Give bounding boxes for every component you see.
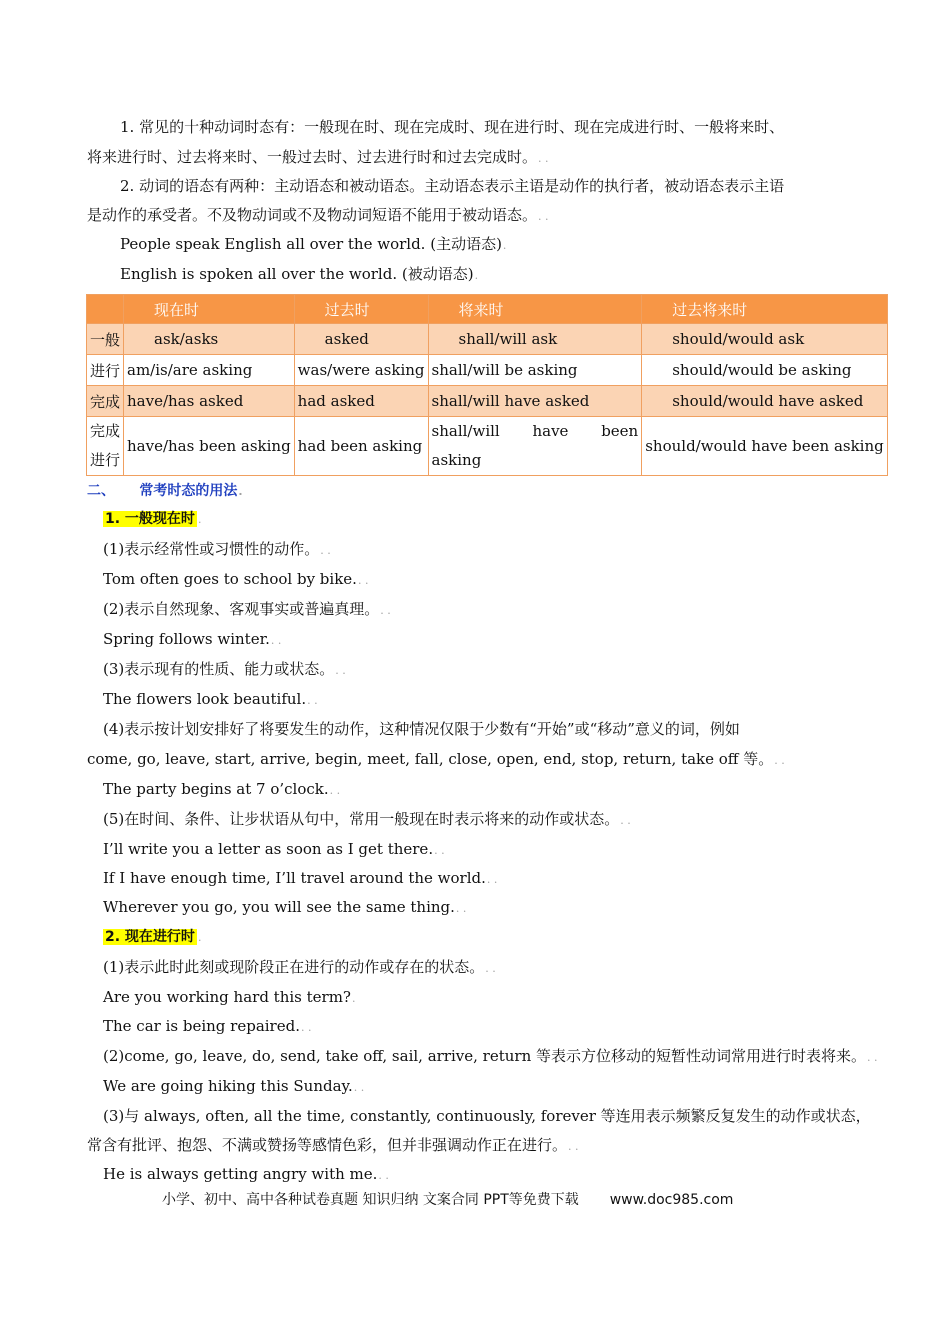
- table-row: [87, 417, 888, 476]
- intro-example-active: People speak English all over the world. (主动语态).: [120, 235, 507, 253]
- table-cell: asked: [294, 324, 428, 355]
- table-cell: should/would be asking: [642, 355, 888, 386]
- footer-url[interactable]: www.doc985.com: [609, 1192, 734, 1208]
- table-cell: am/is/are asking: [124, 355, 295, 386]
- table-cell: have/has asked: [124, 386, 295, 417]
- intro-p1-line2: 将来进行时、过去将来时、一般过去时、过去进行时和过去完成时。. .: [87, 148, 549, 166]
- table-cell: have/has been asking: [124, 417, 295, 476]
- table-cell: should/would have asked: [642, 386, 888, 417]
- body-line: Are you working hard this term?.: [103, 988, 356, 1006]
- table-cell: 完成: [87, 386, 124, 417]
- table-header-cell: 过去时: [294, 295, 428, 324]
- cell-line-justified: shall/will have been: [431, 422, 639, 440]
- body-line: (2)表示自然现象、客观事实或普遍真理。. .: [103, 600, 391, 618]
- body-line: Spring follows winter.. .: [103, 630, 282, 648]
- body-line: (4)表示按计划安排好了将要发生的动作，这种情况仅限于少数有“开始”或“移动”意义的词，例如: [103, 720, 740, 738]
- body-line: (5)在时间、条件、让步状语从句中，常用一般现在时表示将来的动作或状态。. .: [103, 810, 631, 828]
- body-line: The car is being repaired.. .: [103, 1017, 312, 1035]
- body-line: If I have enough time, I’ll travel around the world.. .: [103, 869, 498, 887]
- body-line: (3)与 always, often, all the time, constantly, continuously, forever 等连用表示频繁反复发生的动作或状态，: [103, 1107, 871, 1125]
- tense-table: [86, 294, 888, 476]
- page-footer: [162, 1190, 733, 1210]
- section-heading: 二、 常考时态的用法.: [87, 483, 243, 499]
- body-line: He is always getting angry with me.. .: [103, 1165, 389, 1183]
- table-cell: shall/will be asking: [428, 355, 642, 386]
- body-line: (1)表示经常性或习惯性的动作。. .: [103, 540, 331, 558]
- table-cell: 完成 进行: [87, 417, 124, 476]
- table-header-cell: 现在时: [124, 295, 295, 324]
- subsection-heading: 1. 一般现在时 .: [105, 511, 202, 527]
- intro-p2-line2: 是动作的承受者。不及物动词或不及物动词短语不能用于被动语态。. .: [87, 206, 549, 224]
- table-header-row: [87, 295, 888, 324]
- intro-example-passive: English is spoken all over the world. (被动语态).: [120, 265, 479, 283]
- table-cell: shall/will ask: [428, 324, 642, 355]
- table-cell: should/would ask: [642, 324, 888, 355]
- body-line: 常含有批评、抱怨、不满或赞扬等感情色彩，但并非强调动作正在进行。. .: [87, 1136, 579, 1154]
- table-cell: ask/asks: [124, 324, 295, 355]
- table-cell: 进行: [87, 355, 124, 386]
- body-line: The flowers look beautiful.. .: [103, 690, 318, 708]
- body-line: We are going hiking this Sunday.. .: [103, 1077, 365, 1095]
- table-cell: had asked: [294, 386, 428, 417]
- intro-p2-line1: 2. 动词的语态有两种：主动语态和被动语态。主动语态表示主语是动作的执行者，被动语态表示主语: [120, 177, 785, 195]
- body-line: The party begins at 7 o’clock.. .: [103, 780, 341, 798]
- table-cell: 一般: [87, 324, 124, 355]
- body-line: (3)表示现有的性质、能力或状态。. .: [103, 660, 346, 678]
- table-cell: should/would have been asking: [642, 417, 888, 476]
- table-header-cell: [87, 295, 124, 324]
- footer-text: 小学、初中、高中各种试卷真题 知识归纳 文案合同 PPT等免费下载: [162, 1192, 579, 1208]
- body-line: Tom often goes to school by bike.. .: [103, 570, 369, 588]
- table-cell: shall/will have asked: [428, 386, 642, 417]
- subsection-heading: 2. 现在进行时 .: [105, 929, 202, 945]
- body-line: Wherever you go, you will see the same thing.. .: [103, 898, 467, 916]
- intro-p1-line1: 1. 常见的十种动词时态有：一般现在时、现在完成时、现在进行时、现在完成进行时、一般将来时、: [120, 118, 785, 136]
- body-line: I’ll write you a letter as soon as I get there.. .: [103, 840, 445, 858]
- table-row: [87, 386, 888, 417]
- body-line: (1)表示此时此刻或现阶段正在进行的动作或存在的状态。. .: [103, 958, 496, 976]
- body-line: (2)come, go, leave, do, send, take off, sail, arrive, return 等表示方位移动的短暂性动词常用进行时表将来。. .: [103, 1047, 878, 1065]
- table-row: [87, 324, 888, 355]
- body-line: come, go, leave, start, arrive, begin, meet, fall, close, open, end, stop, return, take off 等。. .: [87, 750, 785, 768]
- table-cell: had been asking: [294, 417, 428, 476]
- table-header-cell: 过去将来时: [642, 295, 888, 324]
- table-cell: shall/will have been asking: [428, 417, 642, 476]
- table-cell: was/were asking: [294, 355, 428, 386]
- table-header-cell: 将来时: [428, 295, 642, 324]
- table-row: [87, 355, 888, 386]
